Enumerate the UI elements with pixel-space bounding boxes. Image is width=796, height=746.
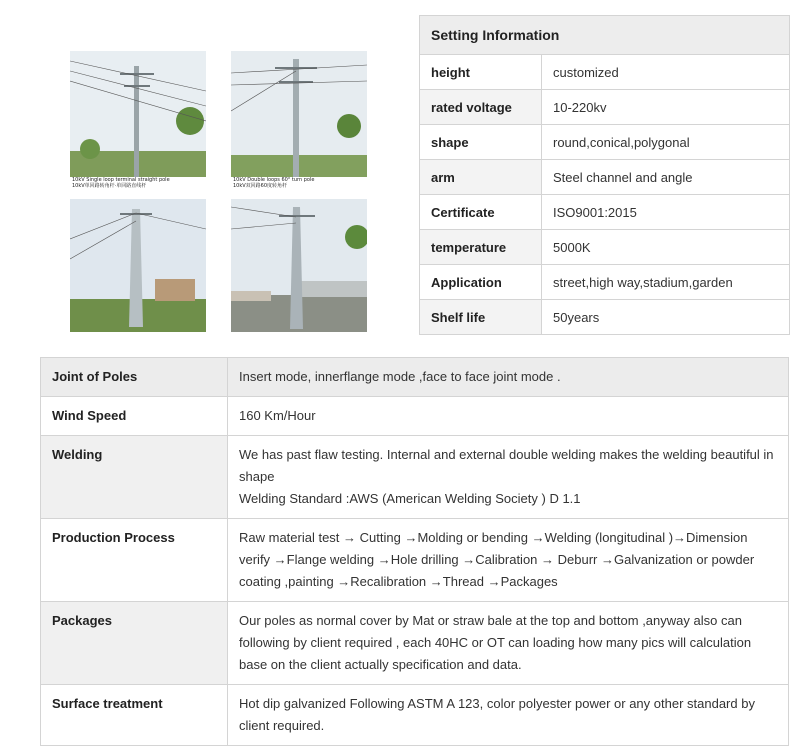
setting-value: ISO9001:2015 <box>542 195 790 230</box>
spec-row <box>41 358 789 397</box>
setting-value: Steel channel and angle <box>542 160 790 195</box>
spec-value: Our poles as normal cover by Mat or straw bale at the top and bottom ,anyway also can following by client required , each 40HC or OT can loading how many pics will calculation base on the client actually specification and data. <box>228 602 789 685</box>
spec-value: Raw material test → Cutting →Molding or bending →Welding (longitudinal )→Dimension verify →Flange welding →Hole drilling →Calibration → Deburr →Galvanization or powder coating ,painting →Recalibration →Thread →Packages <box>228 519 789 602</box>
spec-value: Insert mode, innerflange mode ,face to face joint mode . <box>228 358 789 397</box>
spec-row <box>41 685 789 746</box>
setting-key: Shelf life <box>420 300 542 335</box>
setting-key: temperature <box>420 230 542 265</box>
spec-value-line: We has past flaw testing. Internal and external double welding makes the welding beautiful in shape <box>239 447 774 484</box>
setting-value: round,conical,polygonal <box>542 125 790 160</box>
setting-row <box>420 90 790 125</box>
setting-value: street,high way,stadium,garden <box>542 265 790 300</box>
spec-row <box>41 519 789 602</box>
pole-photo-1 <box>70 51 206 190</box>
pole-photo-2 <box>231 51 367 190</box>
setting-key: Certificate <box>420 195 542 230</box>
spec-value: 160 Km/Hour <box>228 397 789 436</box>
photo-caption: 10kV Single loop terminal straight pole 10kV单回路转角杆·单回路直线杆 <box>70 177 206 190</box>
pole-photo-3 <box>70 199 206 332</box>
spec-value <box>228 436 789 519</box>
spec-key: Packages <box>41 602 228 685</box>
spec-row <box>41 602 789 685</box>
setting-row <box>420 230 790 265</box>
pole-photo-4 <box>231 199 367 332</box>
setting-row <box>420 265 790 300</box>
spec-key: Joint of Poles <box>41 358 228 397</box>
setting-key: rated voltage <box>420 90 542 125</box>
setting-value: 10-220kv <box>542 90 790 125</box>
spec-value-line: Welding Standard :AWS (American Welding Society ) D 1.1 <box>239 491 581 506</box>
spec-key: Production Process <box>41 519 228 602</box>
setting-row <box>420 125 790 160</box>
setting-title: Setting Information <box>420 16 790 55</box>
spec-key: Welding <box>41 436 228 519</box>
setting-key: height <box>420 55 542 90</box>
setting-value: 50years <box>542 300 790 335</box>
spec-row <box>41 436 789 519</box>
spec-value: Hot dip galvanized Following ASTM A 123, color polyester power or any other standard by client required. <box>228 685 789 746</box>
setting-key: Application <box>420 265 542 300</box>
photo-caption: 10kV Double loops 60° turn pole 10kV双回路60度转角杆 <box>231 177 367 190</box>
setting-key: shape <box>420 125 542 160</box>
setting-row <box>420 195 790 230</box>
setting-value: customized <box>542 55 790 90</box>
setting-row <box>420 55 790 90</box>
spec-key: Surface treatment <box>41 685 228 746</box>
setting-row <box>420 300 790 335</box>
specifications-table <box>40 357 789 746</box>
setting-row <box>420 160 790 195</box>
setting-key: arm <box>420 160 542 195</box>
spec-key: Wind Speed <box>41 397 228 436</box>
setting-information-table <box>419 15 790 335</box>
setting-value: 5000K <box>542 230 790 265</box>
spec-row <box>41 397 789 436</box>
